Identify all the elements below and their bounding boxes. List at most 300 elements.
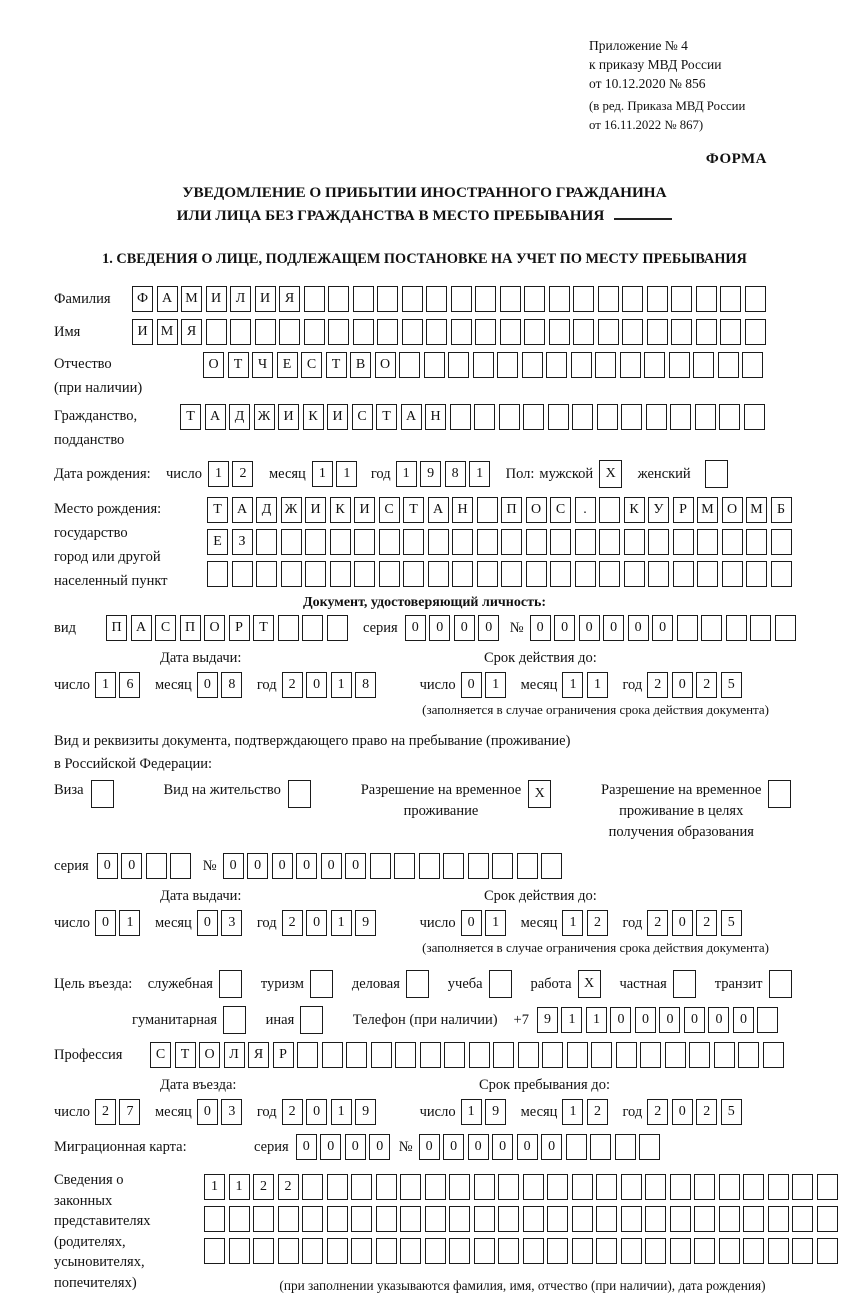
char-cell[interactable]: Н bbox=[452, 497, 473, 523]
char-cell[interactable]: 0 bbox=[247, 853, 268, 879]
char-cell[interactable] bbox=[596, 1238, 617, 1264]
char-cell[interactable]: Ч bbox=[252, 352, 273, 378]
char-cell[interactable]: К bbox=[624, 497, 645, 523]
char-cell[interactable] bbox=[670, 1238, 691, 1264]
char-cell[interactable]: 2 bbox=[696, 910, 717, 936]
char-cell[interactable] bbox=[549, 286, 570, 312]
char-cell[interactable] bbox=[738, 1042, 759, 1068]
char-cell[interactable]: 0 bbox=[419, 1134, 440, 1160]
char-cell[interactable] bbox=[302, 1206, 323, 1232]
char-cell[interactable] bbox=[207, 561, 228, 587]
char-cell[interactable] bbox=[474, 1206, 495, 1232]
char-cell[interactable] bbox=[647, 286, 668, 312]
char-cell[interactable] bbox=[498, 1174, 519, 1200]
char-cell[interactable]: 1 bbox=[312, 461, 333, 487]
char-cell[interactable] bbox=[518, 1042, 539, 1068]
char-cell[interactable] bbox=[572, 1238, 593, 1264]
char-cell[interactable] bbox=[420, 1042, 441, 1068]
char-cell[interactable] bbox=[477, 529, 498, 555]
char-cell[interactable]: Р bbox=[273, 1042, 294, 1068]
char-cell[interactable]: Т bbox=[326, 352, 347, 378]
char-cell[interactable] bbox=[546, 352, 567, 378]
residence-permit-checkbox[interactable] bbox=[288, 780, 311, 808]
sex-female-checkbox[interactable] bbox=[705, 460, 728, 488]
char-cell[interactable] bbox=[477, 561, 498, 587]
char-cell[interactable] bbox=[621, 1206, 642, 1232]
char-cell[interactable] bbox=[550, 529, 571, 555]
char-cell[interactable] bbox=[743, 1238, 764, 1264]
char-cell[interactable]: 2 bbox=[587, 910, 608, 936]
char-cell[interactable]: 0 bbox=[320, 1134, 341, 1160]
char-cell[interactable]: О bbox=[199, 1042, 220, 1068]
char-cell[interactable]: И bbox=[278, 404, 299, 430]
char-cell[interactable] bbox=[475, 286, 496, 312]
char-cell[interactable] bbox=[253, 1206, 274, 1232]
char-cell[interactable] bbox=[670, 1206, 691, 1232]
char-cell[interactable] bbox=[450, 404, 471, 430]
char-cell[interactable]: 0 bbox=[405, 615, 426, 641]
char-cell[interactable] bbox=[475, 319, 496, 345]
char-cell[interactable] bbox=[330, 561, 351, 587]
char-cell[interactable]: Т bbox=[180, 404, 201, 430]
char-cell[interactable]: 5 bbox=[721, 910, 742, 936]
char-cell[interactable] bbox=[743, 1174, 764, 1200]
char-cell[interactable] bbox=[567, 1042, 588, 1068]
char-cell[interactable]: 2 bbox=[647, 910, 668, 936]
char-cell[interactable] bbox=[648, 561, 669, 587]
char-cell[interactable] bbox=[624, 561, 645, 587]
char-cell[interactable] bbox=[278, 1238, 299, 1264]
char-cell[interactable]: Е bbox=[277, 352, 298, 378]
char-cell[interactable]: 1 bbox=[485, 672, 506, 698]
char-cell[interactable] bbox=[722, 529, 743, 555]
char-cell[interactable]: Л bbox=[224, 1042, 245, 1068]
char-cell[interactable] bbox=[499, 404, 520, 430]
char-cell[interactable] bbox=[305, 561, 326, 587]
char-cell[interactable] bbox=[671, 319, 692, 345]
char-cell[interactable] bbox=[792, 1238, 813, 1264]
char-cell[interactable] bbox=[694, 1174, 715, 1200]
char-cell[interactable]: К bbox=[330, 497, 351, 523]
char-cell[interactable]: У bbox=[648, 497, 669, 523]
char-cell[interactable]: Б bbox=[771, 497, 792, 523]
char-cell[interactable]: А bbox=[205, 404, 226, 430]
char-cell[interactable] bbox=[327, 1206, 348, 1232]
char-cell[interactable] bbox=[645, 1206, 666, 1232]
char-cell[interactable] bbox=[597, 404, 618, 430]
char-cell[interactable]: 0 bbox=[296, 1134, 317, 1160]
char-cell[interactable] bbox=[697, 561, 718, 587]
char-cell[interactable] bbox=[501, 561, 522, 587]
char-cell[interactable] bbox=[497, 352, 518, 378]
char-cell[interactable] bbox=[595, 352, 616, 378]
char-cell[interactable] bbox=[615, 1134, 636, 1160]
char-cell[interactable] bbox=[621, 1174, 642, 1200]
char-cell[interactable] bbox=[523, 404, 544, 430]
char-cell[interactable] bbox=[701, 615, 722, 641]
char-cell[interactable] bbox=[572, 404, 593, 430]
char-cell[interactable] bbox=[571, 352, 592, 378]
char-cell[interactable] bbox=[354, 561, 375, 587]
char-cell[interactable]: 2 bbox=[647, 672, 668, 698]
char-cell[interactable]: А bbox=[157, 286, 178, 312]
char-cell[interactable] bbox=[281, 561, 302, 587]
char-cell[interactable] bbox=[449, 1206, 470, 1232]
char-cell[interactable] bbox=[351, 1238, 372, 1264]
char-cell[interactable]: 2 bbox=[282, 910, 303, 936]
char-cell[interactable] bbox=[492, 853, 513, 879]
char-cell[interactable] bbox=[304, 286, 325, 312]
char-cell[interactable]: 1 bbox=[331, 1099, 352, 1125]
char-cell[interactable]: Н bbox=[425, 404, 446, 430]
char-cell[interactable] bbox=[426, 286, 447, 312]
char-cell[interactable]: С bbox=[352, 404, 373, 430]
char-cell[interactable] bbox=[757, 1007, 778, 1033]
char-cell[interactable] bbox=[599, 561, 620, 587]
char-cell[interactable] bbox=[714, 1042, 735, 1068]
char-cell[interactable] bbox=[327, 1174, 348, 1200]
char-cell[interactable] bbox=[328, 319, 349, 345]
char-cell[interactable]: . bbox=[575, 497, 596, 523]
char-cell[interactable]: Т bbox=[403, 497, 424, 523]
char-cell[interactable] bbox=[377, 286, 398, 312]
char-cell[interactable] bbox=[376, 1206, 397, 1232]
char-cell[interactable]: 3 bbox=[221, 1099, 242, 1125]
char-cell[interactable] bbox=[673, 561, 694, 587]
char-cell[interactable] bbox=[719, 1238, 740, 1264]
char-cell[interactable] bbox=[689, 1042, 710, 1068]
char-cell[interactable]: А bbox=[401, 404, 422, 430]
private-checkbox[interactable] bbox=[673, 970, 696, 998]
char-cell[interactable]: О bbox=[526, 497, 547, 523]
char-cell[interactable]: 0 bbox=[659, 1007, 680, 1033]
char-cell[interactable] bbox=[572, 1206, 593, 1232]
char-cell[interactable] bbox=[817, 1174, 838, 1200]
char-cell[interactable]: 0 bbox=[708, 1007, 729, 1033]
temp-residence-checkbox[interactable]: X bbox=[528, 780, 551, 808]
char-cell[interactable]: 1 bbox=[95, 672, 116, 698]
char-cell[interactable]: 1 bbox=[208, 461, 229, 487]
char-cell[interactable]: П bbox=[501, 497, 522, 523]
char-cell[interactable]: 1 bbox=[469, 461, 490, 487]
char-cell[interactable]: О bbox=[722, 497, 743, 523]
char-cell[interactable] bbox=[403, 561, 424, 587]
char-cell[interactable]: К bbox=[303, 404, 324, 430]
char-cell[interactable]: О bbox=[204, 615, 225, 641]
char-cell[interactable] bbox=[204, 1238, 225, 1264]
char-cell[interactable]: 0 bbox=[461, 910, 482, 936]
char-cell[interactable] bbox=[400, 1206, 421, 1232]
char-cell[interactable]: Р bbox=[673, 497, 694, 523]
char-cell[interactable]: И bbox=[255, 286, 276, 312]
char-cell[interactable] bbox=[696, 319, 717, 345]
char-cell[interactable] bbox=[719, 1174, 740, 1200]
char-cell[interactable]: 9 bbox=[355, 910, 376, 936]
char-cell[interactable] bbox=[255, 319, 276, 345]
char-cell[interactable]: Т bbox=[175, 1042, 196, 1068]
char-cell[interactable]: 9 bbox=[485, 1099, 506, 1125]
char-cell[interactable] bbox=[541, 853, 562, 879]
char-cell[interactable] bbox=[616, 1042, 637, 1068]
char-cell[interactable] bbox=[523, 1206, 544, 1232]
char-cell[interactable]: 1 bbox=[562, 672, 583, 698]
char-cell[interactable]: 2 bbox=[95, 1099, 116, 1125]
char-cell[interactable]: 1 bbox=[562, 1099, 583, 1125]
char-cell[interactable] bbox=[523, 1238, 544, 1264]
char-cell[interactable]: 1 bbox=[485, 910, 506, 936]
char-cell[interactable] bbox=[230, 319, 251, 345]
char-cell[interactable] bbox=[500, 319, 521, 345]
char-cell[interactable]: 0 bbox=[321, 853, 342, 879]
char-cell[interactable]: 0 bbox=[121, 853, 142, 879]
char-cell[interactable]: С bbox=[150, 1042, 171, 1068]
char-cell[interactable] bbox=[327, 615, 348, 641]
char-cell[interactable]: 1 bbox=[204, 1174, 225, 1200]
char-cell[interactable] bbox=[526, 529, 547, 555]
char-cell[interactable] bbox=[771, 561, 792, 587]
char-cell[interactable]: Д bbox=[256, 497, 277, 523]
char-cell[interactable] bbox=[305, 529, 326, 555]
char-cell[interactable] bbox=[170, 853, 191, 879]
char-cell[interactable] bbox=[517, 853, 538, 879]
char-cell[interactable] bbox=[403, 529, 424, 555]
char-cell[interactable] bbox=[697, 529, 718, 555]
char-cell[interactable] bbox=[351, 1174, 372, 1200]
char-cell[interactable]: 0 bbox=[492, 1134, 513, 1160]
char-cell[interactable] bbox=[647, 319, 668, 345]
char-cell[interactable] bbox=[469, 1042, 490, 1068]
char-cell[interactable] bbox=[744, 404, 765, 430]
char-cell[interactable] bbox=[419, 853, 440, 879]
char-cell[interactable] bbox=[204, 1206, 225, 1232]
char-cell[interactable]: 0 bbox=[197, 910, 218, 936]
char-cell[interactable]: И bbox=[354, 497, 375, 523]
char-cell[interactable]: 0 bbox=[635, 1007, 656, 1033]
char-cell[interactable]: 0 bbox=[579, 615, 600, 641]
char-cell[interactable]: 2 bbox=[282, 1099, 303, 1125]
char-cell[interactable] bbox=[768, 1238, 789, 1264]
char-cell[interactable]: 1 bbox=[119, 910, 140, 936]
char-cell[interactable]: Ж bbox=[254, 404, 275, 430]
char-cell[interactable] bbox=[746, 529, 767, 555]
char-cell[interactable]: Е bbox=[207, 529, 228, 555]
char-cell[interactable] bbox=[573, 319, 594, 345]
char-cell[interactable]: П bbox=[106, 615, 127, 641]
char-cell[interactable]: 0 bbox=[603, 615, 624, 641]
char-cell[interactable]: 1 bbox=[562, 910, 583, 936]
char-cell[interactable] bbox=[624, 529, 645, 555]
char-cell[interactable] bbox=[669, 352, 690, 378]
char-cell[interactable] bbox=[817, 1206, 838, 1232]
char-cell[interactable] bbox=[146, 853, 167, 879]
char-cell[interactable] bbox=[371, 1042, 392, 1068]
char-cell[interactable] bbox=[281, 529, 302, 555]
char-cell[interactable]: 2 bbox=[278, 1174, 299, 1200]
char-cell[interactable] bbox=[677, 615, 698, 641]
char-cell[interactable] bbox=[622, 319, 643, 345]
char-cell[interactable] bbox=[304, 319, 325, 345]
char-cell[interactable]: 0 bbox=[345, 1134, 366, 1160]
char-cell[interactable] bbox=[694, 1206, 715, 1232]
char-cell[interactable] bbox=[452, 529, 473, 555]
char-cell[interactable]: 1 bbox=[396, 461, 417, 487]
char-cell[interactable]: Т bbox=[376, 404, 397, 430]
other-checkbox[interactable] bbox=[300, 1006, 323, 1034]
char-cell[interactable]: Т bbox=[228, 352, 249, 378]
char-cell[interactable]: Т bbox=[253, 615, 274, 641]
char-cell[interactable]: 2 bbox=[587, 1099, 608, 1125]
char-cell[interactable] bbox=[322, 1042, 343, 1068]
char-cell[interactable] bbox=[598, 319, 619, 345]
char-cell[interactable] bbox=[596, 1174, 617, 1200]
char-cell[interactable] bbox=[451, 286, 472, 312]
char-cell[interactable] bbox=[591, 1042, 612, 1068]
char-cell[interactable]: 0 bbox=[733, 1007, 754, 1033]
char-cell[interactable]: Ж bbox=[281, 497, 302, 523]
char-cell[interactable] bbox=[550, 561, 571, 587]
char-cell[interactable] bbox=[500, 286, 521, 312]
char-cell[interactable]: 2 bbox=[696, 1099, 717, 1125]
char-cell[interactable]: 0 bbox=[272, 853, 293, 879]
char-cell[interactable]: 0 bbox=[306, 1099, 327, 1125]
char-cell[interactable]: 0 bbox=[478, 615, 499, 641]
work-checkbox[interactable]: X bbox=[578, 970, 601, 998]
char-cell[interactable] bbox=[792, 1174, 813, 1200]
char-cell[interactable] bbox=[743, 1206, 764, 1232]
char-cell[interactable]: С bbox=[379, 497, 400, 523]
char-cell[interactable]: 5 bbox=[721, 1099, 742, 1125]
char-cell[interactable]: 2 bbox=[647, 1099, 668, 1125]
char-cell[interactable] bbox=[424, 352, 445, 378]
char-cell[interactable] bbox=[622, 286, 643, 312]
char-cell[interactable]: 0 bbox=[554, 615, 575, 641]
char-cell[interactable] bbox=[206, 319, 227, 345]
char-cell[interactable] bbox=[451, 319, 472, 345]
char-cell[interactable] bbox=[395, 1042, 416, 1068]
official-checkbox[interactable] bbox=[219, 970, 242, 998]
char-cell[interactable]: 0 bbox=[672, 1099, 693, 1125]
char-cell[interactable] bbox=[474, 1174, 495, 1200]
char-cell[interactable]: М bbox=[746, 497, 767, 523]
char-cell[interactable]: О bbox=[203, 352, 224, 378]
char-cell[interactable]: 9 bbox=[537, 1007, 558, 1033]
char-cell[interactable] bbox=[353, 286, 374, 312]
char-cell[interactable]: 2 bbox=[232, 461, 253, 487]
char-cell[interactable] bbox=[745, 319, 766, 345]
char-cell[interactable]: С bbox=[301, 352, 322, 378]
char-cell[interactable]: 0 bbox=[454, 615, 475, 641]
char-cell[interactable] bbox=[575, 529, 596, 555]
char-cell[interactable]: Д bbox=[229, 404, 250, 430]
char-cell[interactable]: 0 bbox=[345, 853, 366, 879]
char-cell[interactable] bbox=[742, 352, 763, 378]
char-cell[interactable]: 0 bbox=[95, 910, 116, 936]
char-cell[interactable] bbox=[575, 561, 596, 587]
char-cell[interactable] bbox=[599, 529, 620, 555]
char-cell[interactable] bbox=[425, 1206, 446, 1232]
char-cell[interactable] bbox=[452, 561, 473, 587]
char-cell[interactable]: 0 bbox=[541, 1134, 562, 1160]
char-cell[interactable] bbox=[598, 286, 619, 312]
char-cell[interactable]: А bbox=[131, 615, 152, 641]
char-cell[interactable] bbox=[621, 1238, 642, 1264]
char-cell[interactable] bbox=[817, 1238, 838, 1264]
transit-checkbox[interactable] bbox=[769, 970, 792, 998]
char-cell[interactable] bbox=[722, 561, 743, 587]
char-cell[interactable] bbox=[353, 319, 374, 345]
char-cell[interactable] bbox=[719, 404, 740, 430]
char-cell[interactable]: С bbox=[155, 615, 176, 641]
char-cell[interactable]: 1 bbox=[336, 461, 357, 487]
char-cell[interactable] bbox=[645, 1238, 666, 1264]
char-cell[interactable]: Я bbox=[248, 1042, 269, 1068]
char-cell[interactable]: О bbox=[375, 352, 396, 378]
char-cell[interactable] bbox=[566, 1134, 587, 1160]
char-cell[interactable] bbox=[542, 1042, 563, 1068]
char-cell[interactable] bbox=[474, 404, 495, 430]
char-cell[interactable] bbox=[648, 529, 669, 555]
char-cell[interactable] bbox=[402, 319, 423, 345]
char-cell[interactable]: 0 bbox=[443, 1134, 464, 1160]
char-cell[interactable] bbox=[599, 497, 620, 523]
char-cell[interactable] bbox=[745, 286, 766, 312]
char-cell[interactable] bbox=[402, 286, 423, 312]
char-cell[interactable]: 0 bbox=[429, 615, 450, 641]
char-cell[interactable]: Т bbox=[207, 497, 228, 523]
tourism-checkbox[interactable] bbox=[310, 970, 333, 998]
char-cell[interactable]: 0 bbox=[684, 1007, 705, 1033]
char-cell[interactable] bbox=[351, 1206, 372, 1232]
char-cell[interactable] bbox=[718, 352, 739, 378]
study-checkbox[interactable] bbox=[489, 970, 512, 998]
char-cell[interactable] bbox=[694, 1238, 715, 1264]
char-cell[interactable] bbox=[493, 1042, 514, 1068]
char-cell[interactable] bbox=[425, 1238, 446, 1264]
char-cell[interactable] bbox=[670, 1174, 691, 1200]
char-cell[interactable] bbox=[498, 1206, 519, 1232]
char-cell[interactable]: 0 bbox=[530, 615, 551, 641]
char-cell[interactable]: 0 bbox=[197, 1099, 218, 1125]
char-cell[interactable] bbox=[670, 404, 691, 430]
char-cell[interactable]: 6 bbox=[119, 672, 140, 698]
char-cell[interactable] bbox=[750, 615, 771, 641]
char-cell[interactable] bbox=[256, 561, 277, 587]
char-cell[interactable] bbox=[278, 615, 299, 641]
char-cell[interactable]: Л bbox=[230, 286, 251, 312]
char-cell[interactable] bbox=[443, 853, 464, 879]
char-cell[interactable] bbox=[547, 1206, 568, 1232]
char-cell[interactable] bbox=[671, 286, 692, 312]
char-cell[interactable]: Ф bbox=[132, 286, 153, 312]
char-cell[interactable] bbox=[278, 1206, 299, 1232]
char-cell[interactable] bbox=[426, 319, 447, 345]
char-cell[interactable] bbox=[394, 853, 415, 879]
char-cell[interactable]: 1 bbox=[587, 672, 608, 698]
char-cell[interactable]: И bbox=[327, 404, 348, 430]
char-cell[interactable] bbox=[665, 1042, 686, 1068]
char-cell[interactable] bbox=[768, 1174, 789, 1200]
char-cell[interactable] bbox=[379, 561, 400, 587]
char-cell[interactable] bbox=[370, 853, 391, 879]
char-cell[interactable] bbox=[379, 529, 400, 555]
char-cell[interactable]: 3 bbox=[221, 910, 242, 936]
char-cell[interactable] bbox=[573, 286, 594, 312]
char-cell[interactable] bbox=[428, 529, 449, 555]
char-cell[interactable] bbox=[253, 1238, 274, 1264]
char-cell[interactable] bbox=[449, 1174, 470, 1200]
char-cell[interactable] bbox=[719, 1206, 740, 1232]
char-cell[interactable]: А bbox=[428, 497, 449, 523]
